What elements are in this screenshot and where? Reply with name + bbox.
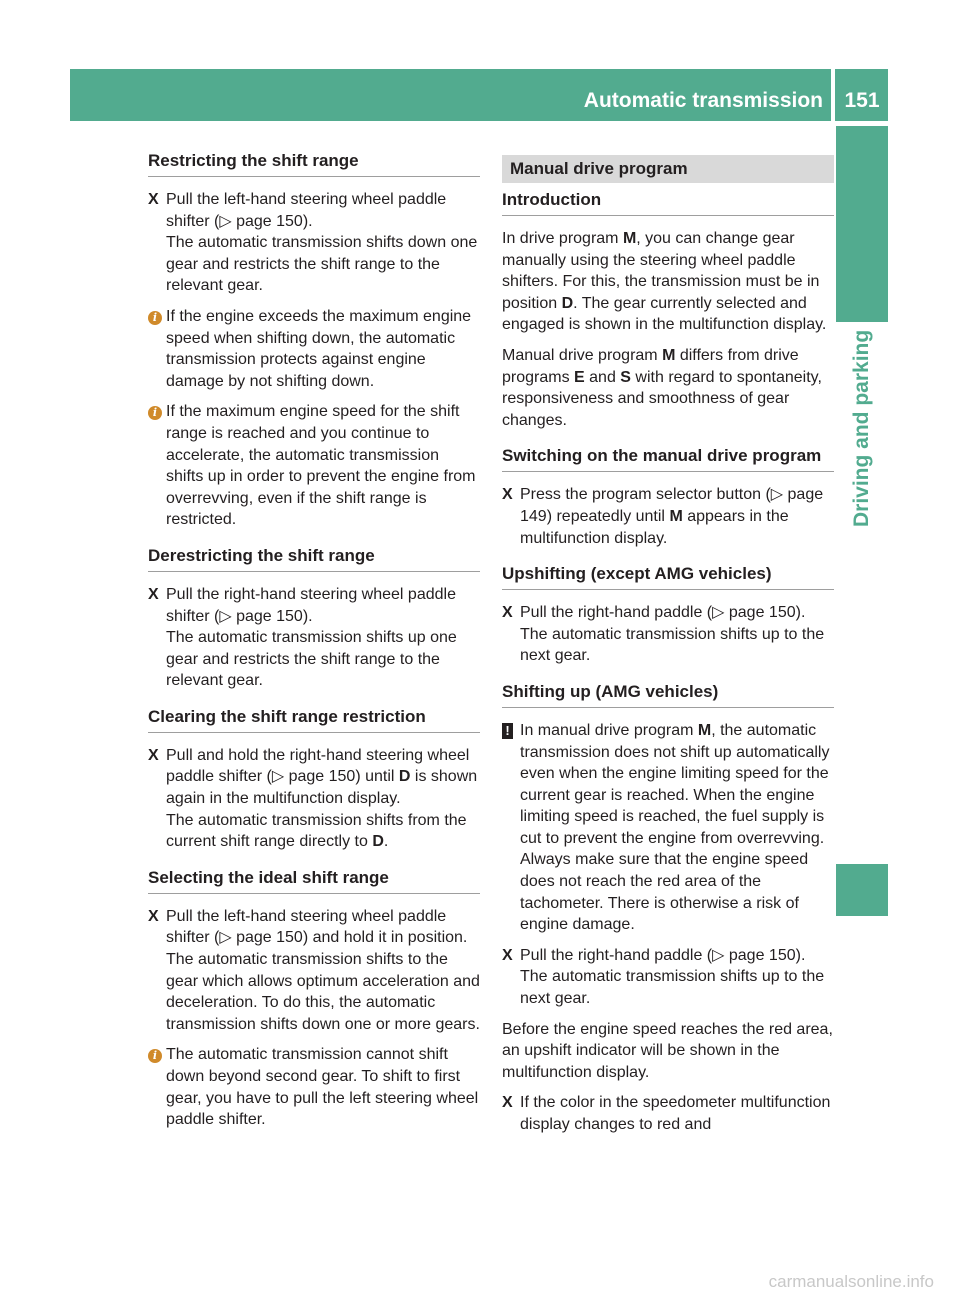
step-result: The automatic transmission shifts up to the next gear. — [520, 625, 825, 665]
heading-clearing-restriction: Clearing the shift range restriction — [148, 706, 480, 733]
step-marker-icon: X — [502, 604, 513, 622]
instruction-step — [502, 945, 834, 1010]
info-icon: i — [148, 1049, 162, 1063]
info-text: If the maximum engine speed for the shift range is reached and you continue to accelerate, the automatic transmission shifts up in order to prevent the engine from overrevving, even if the shift range is restricted. — [166, 403, 476, 529]
paragraph: Before the engine speed reaches the red area, an upshift indicator will be shown in the multifunction display. — [502, 1020, 833, 1081]
info-note — [148, 1044, 480, 1130]
step-result: The automatic transmission shifts from the current shift range directly to D. — [166, 811, 467, 851]
heading-shifting-up-amg: Shifting up (AMG vehicles) — [502, 681, 834, 708]
section-tab — [836, 126, 888, 322]
step-marker-icon: X — [502, 1094, 513, 1112]
step-text: Pull the left-hand steering wheel paddle shifter (▷ page 150). — [166, 191, 447, 230]
header-divider — [831, 69, 835, 121]
heading-restricting-shift-range: Restricting the shift range — [148, 150, 480, 177]
running-header-title: Automatic transmission — [583, 89, 823, 112]
warning-note — [502, 720, 834, 936]
step-marker-icon: X — [148, 191, 159, 208]
instruction-step — [148, 189, 480, 297]
info-note — [148, 306, 480, 392]
step-text: Pull the right-hand paddle (▷ page 150). — [520, 604, 806, 622]
info-text: If the engine exceeds the maximum engine speed when shifting down, the automatic transmission protects against engine damage by not shifting down. — [166, 307, 472, 390]
step-marker-icon: X — [502, 946, 513, 964]
heading-ideal-shift-range: Selecting the ideal shift range — [148, 867, 480, 894]
heading-introduction: Introduction — [502, 189, 834, 216]
warning-text: In manual drive program M, the automatic transmission does not shift up automatically even when the engine limiting speed for the current gear is reached. When the engine limiting speed is reached, the fuel supply is cut to prevent the engine from overrevving. Always make sure that the engine speed does not reach the red area of the tachometer. There is otherwise a risk of engine damage. — [520, 721, 830, 934]
info-text: The automatic transmission cannot shift down beyond second gear. To shift to first gear, you have to pull the left steering wheel paddle shifter. — [166, 1046, 479, 1129]
step-marker-icon: X — [148, 746, 159, 764]
instruction-step — [502, 602, 834, 667]
step-result: The automatic transmission shifts up one gear and restricts the shift range to the relevant gear. — [166, 629, 457, 690]
info-icon: i — [148, 311, 162, 325]
step-text: If the color in the speedometer multifunction display changes to red and — [520, 1094, 831, 1133]
step-result: The automatic transmission shifts to the gear which allows optimum acceleration and deceleration. To do this, the automatic transmission shifts down one or more gears. — [166, 951, 480, 1033]
step-result: The automatic transmission shifts up to the next gear. — [520, 968, 825, 1008]
instruction-step — [502, 484, 834, 549]
thumb-index-marker — [836, 864, 888, 916]
info-note — [148, 401, 480, 531]
heading-derestricting-shift-range: Derestricting the shift range — [148, 545, 480, 572]
step-text: Pull the right-hand steering wheel paddle shifter (▷ page 150). — [166, 585, 456, 625]
instruction-step — [148, 745, 480, 853]
step-result: The automatic transmission shifts down one gear and restricts the shift range to the relevant gear. — [166, 234, 478, 295]
step-marker-icon: X — [148, 585, 159, 603]
section-tab-label: Driving and parking — [850, 330, 873, 528]
instruction-step — [148, 584, 480, 692]
instruction-step — [502, 1092, 834, 1135]
step-marker-icon: X — [502, 486, 513, 504]
paragraph: In drive program M, you can change gear manually using the steering wheel paddle shifters. For this, the transmission must be in position D. The gear currently selected and engaged is shown in the multifunction display. — [502, 230, 827, 334]
watermark: carmanualsonline.info — [768, 1272, 934, 1291]
page-number: 151 — [844, 89, 880, 112]
right-column — [502, 155, 834, 1145]
step-text: Press the program selector button (▷ page 149) repeatedly until M appears in the multifunction display. — [520, 486, 824, 547]
heading-switching-on-manual: Switching on the manual drive program — [502, 445, 834, 472]
heading-upshifting-except-amg: Upshifting (except AMG vehicles) — [502, 563, 834, 590]
step-text: Pull the right-hand paddle (▷ page 150). — [520, 946, 806, 964]
heading-manual-drive-program: Manual drive program — [502, 155, 834, 183]
step-text: Pull and hold the right-hand steering wheel paddle shifter (▷ page 150) until D is shown again in the multifunction display. — [166, 746, 478, 808]
instruction-step — [148, 906, 480, 1036]
info-icon: i — [148, 406, 162, 420]
paragraph: Manual drive program M differs from drive programs E and S with regard to spontaneity, responsiveness and smoothness of gear changes. — [502, 346, 822, 429]
step-text: Pull the left-hand steering wheel paddle shifter (▷ page 150) and hold it in position. — [166, 907, 468, 947]
warning-icon: ! — [502, 723, 513, 739]
step-marker-icon: X — [148, 907, 159, 925]
left-column — [148, 150, 480, 1140]
